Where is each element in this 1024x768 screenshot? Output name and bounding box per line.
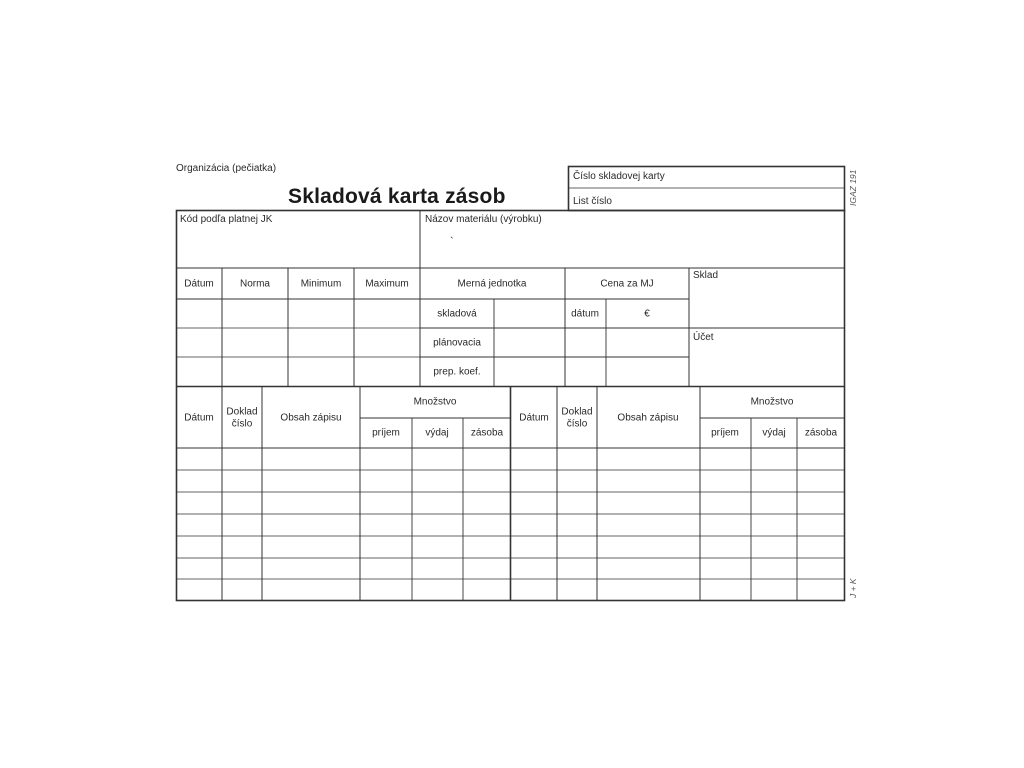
form-code: IGAZ 191: [848, 169, 858, 206]
document-header-line2: číslo: [566, 418, 588, 430]
card-number-label: Číslo skladovej karty: [573, 171, 665, 182]
maximum-header: Maximum: [365, 278, 409, 290]
issue-header: výdaj: [425, 427, 449, 439]
document-header-line1: Doklad: [561, 406, 593, 418]
receipt-header: príjem: [372, 427, 400, 439]
form-title: Skladová karta zásob: [288, 185, 506, 208]
unit-row-label: skladová: [437, 308, 477, 320]
material-name-label: Názov materiálu (výrobku): [425, 214, 542, 225]
tick-mark: `: [450, 236, 454, 248]
organization-label: Organizácia (pečiatka): [176, 163, 277, 174]
price-date-label: dátum: [571, 308, 599, 320]
price-header: Cena za MJ: [600, 278, 654, 290]
warehouse-label: Sklad: [693, 270, 719, 281]
norm-header: Norma: [239, 278, 271, 290]
document-header-line1: Doklad: [226, 406, 258, 418]
movement-date-header: Dátum: [184, 412, 214, 424]
receipt-header: príjem: [711, 427, 739, 439]
quantity-header: Množstvo: [413, 396, 457, 408]
publisher-mark: J + K: [848, 578, 858, 598]
stock-header: zásoba: [470, 427, 504, 439]
unit-row-label: prep. koef.: [433, 366, 481, 378]
entry-content-header: Obsah zápisu: [280, 412, 342, 424]
movement-date-header: Dátum: [519, 412, 549, 424]
currency-symbol: €: [644, 308, 650, 320]
unit-row-label: plánovacia: [433, 337, 481, 349]
document-header-line2: číslo: [231, 418, 253, 430]
stock-header: zásoba: [804, 427, 838, 439]
account-label: Účet: [693, 332, 714, 343]
code-label: Kód podľa platnej JK: [180, 214, 273, 225]
entry-content-header: Obsah zápisu: [617, 412, 679, 424]
unit-header: Merná jednotka: [457, 278, 527, 290]
issue-header: výdaj: [762, 427, 786, 439]
norms-date-header: Dátum: [184, 278, 214, 290]
sheet-number-label: List číslo: [573, 196, 612, 207]
minimum-header: Minimum: [300, 278, 342, 290]
quantity-header: Množstvo: [750, 396, 794, 408]
